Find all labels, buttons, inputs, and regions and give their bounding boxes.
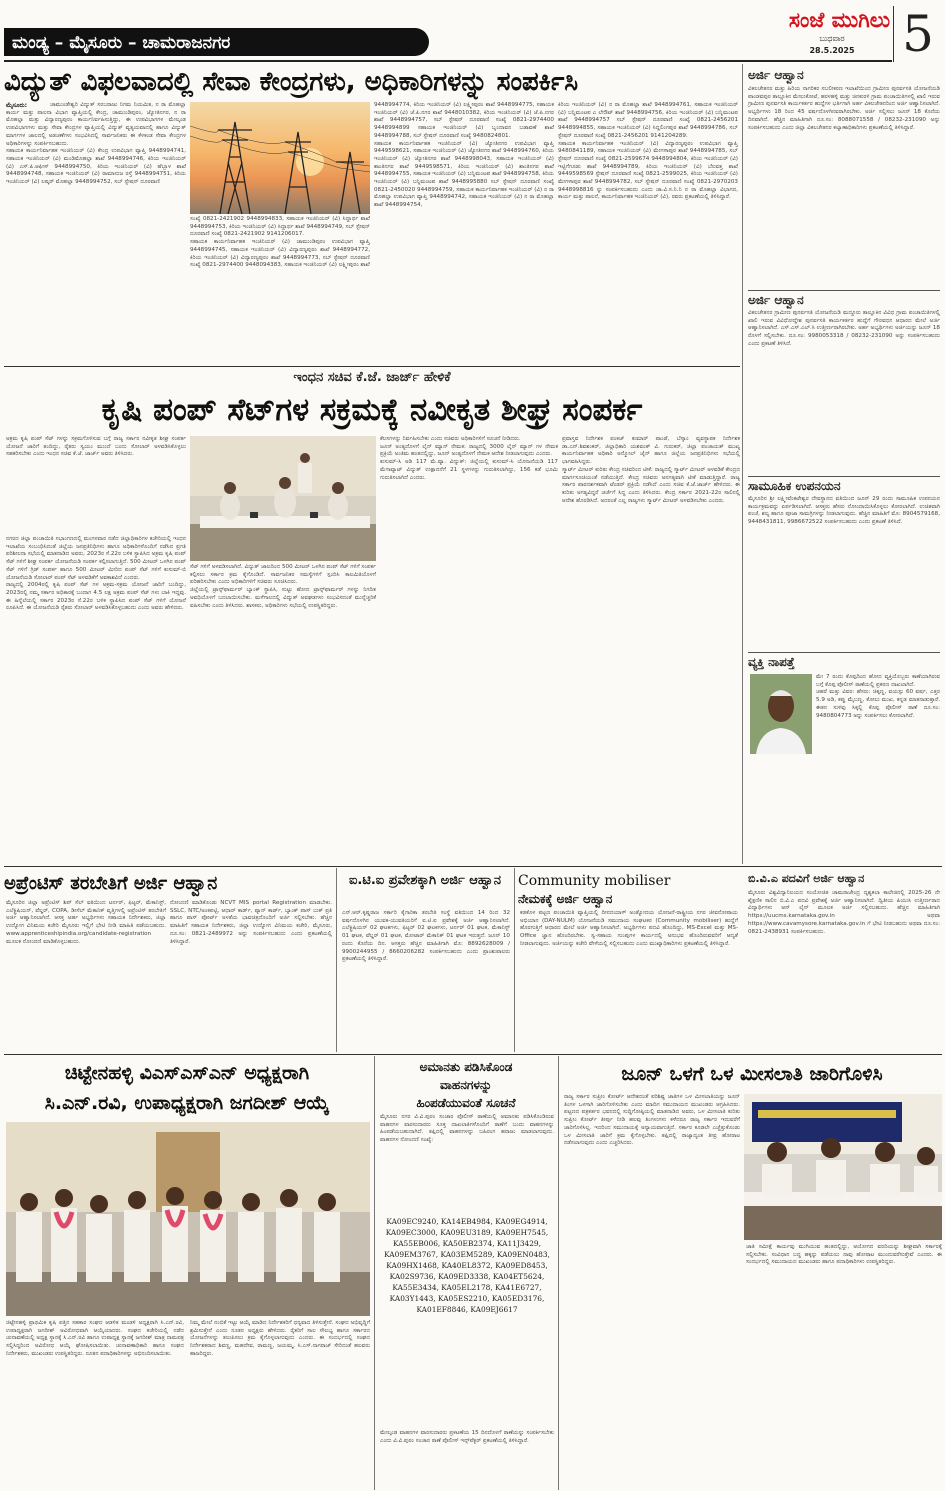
- divider-7-8: [558, 1056, 559, 1490]
- notice2-title: ಅರ್ಜಿ ಆಹ್ವಾನ: [748, 290, 940, 308]
- story2-text-b: ನಗರದ ಜಿಲ್ಲಾ ಪಂಚಾಯಿತಿ ಸಭಾಂಗಣದಲ್ಲಿ ಮಂಗಳವಾರ ನಡೆದ ಜಿಲ್ಲಾಧಿಕಾರಿಗಳ ಕಚೇರಿಯಲ್ಲಿ ಇಂಧನ ಇಲಾಖೆಯ ಸಂಬಂಧಿಸಿದಂತೆ ಜಿಲ್ಲೆಯ ಜನಪ್ರತಿನಿಧಿಗಳು ಹಾಗೂ ಅಧಿಕಾರಿಗಳೊಂದಿಗೆ ನಡೆಸಿದ ಪ್ರಗತಿ ಪರಿಶೀಲನಾ ಸಭೆಯಲ್ಲಿ ಮಾತನಾಡಿದ ಅವರು, 2023ರ ಸೆ.22ರ ಬಳಿಕ ಸ್ಥಾಪಿಸಿದ ಅಕ್ರಮ ಕೃಷಿ ಪಂಪ್ ಸೆಟ್ ಗಳಿಗೆ ಶೀಘ್ರ ಸಂಪರ್ಕ ಯೋಜನೆಯಡಿ ಸಂಪರ್ಕ ಕಲ್ಪಿಸಲಾಗುತ್ತಿದೆ. 500 ಮೀಟರ್ ಒಳಗಿನ ಪಂಪ್ ಸೆಟ್ ಗಳಿಗೆ ಗ್ರಿಡ್ ಸಂಪರ್ಕ ಹಾಗೂ 500 ಮೀಟರ್ ಮೀರಿದ ಪಂಪ್ ಸೆಟ್ ಗಳಿಗೆ ಕುಸುಮ್-ಬಿ ಯೋಜನೆಯಡಿ ಸೋಲಾರ್ ಪಂಪ್ ಸೆಟ್ ಅಳವಡಿಕೆಗೆ ಅವಕಾಶವಿದೆ ಎಂದರು. ರಾಜ್ಯದಲ್ಲಿ 2004ರಲ್ಲಿ ಕೃಷಿ ಪಂಪ್ ಸೆಟ್ ಗಳ ಅಕ್ರಮ-ಸಕ್ರಮ ಯೋಜನೆ ಜಾರಿಗೆ ಬಂದಿದ್ದು, 2023ರಲ್ಲಿ ನಮ್ಮ ಸರ್ಕಾರ ಅಧಿಕಾರಕ್ಕೆ ಬಂದಾಗ 4.5 ಲಕ್ಷ ಅಕ್ರಮ ಪಂಪ್ ಸೆಟ್ ಗಳು ಬಾಕಿ ಇದ್ದವು. ಈ ಹಿನ್ನೆಲೆಯಲ್ಲಿ ಸರ್ಕಾರ 2023ರ ಸೆ.22ರ ಬಳಿಕ ಸ್ಥಾಪಿಸಿದ ಪಂಪ್ ಸೆಟ್ ಗಳಿಗೆ ಯೋಜನೆ ರೂಪಿಸಿದೆ. ಈ ಯೋಜನೆಯಡಿ ರೈತರು ಸೋಲಾರ್ ಅಳವಡಿಸಿಕೊಳ್ಳಬಹುದು ಎಂದು ಅವರು ಹೇಳಿದರು.: [6, 536, 186, 612]
- story1-col3: 9448994774, ಕಿರಿಯ ಇಂಜಿನಿಯರ್ (ವಿ) ಲಕ್ಷ್ಮೀಪುರಂ ಶಾಖೆ 9448994775, ಸಹಾಯಕ ಇಂಜಿನಿಯರ್ (ವಿ) ಜೆ.ಪಿ.ನಗರ ಶಾಖೆ 9448010382, ಕಿರಿಯ ಇಂಜಿನಿಯರ್ (ವಿ) ಜೆ.ಪಿ.ನಗರ ಶಾಖೆ 9448994757, ಸಬ್ ಸ್ಟೇಷನ್ ದೂರವಾಣಿ ಸಂಖ್ಯೆ 0821-2974400 9448994899 ಸಹಾಯಕ ಇಂಜಿನಿಯರ್ (ವಿ) ಬೃಂದಾವನ ಬಡಾವಣೆ ಶಾಖೆ 9448994788, ಸಬ್ ಸ್ಟೇಷನ್ ದೂರವಾಣಿ ಸಂಖ್ಯೆ 9480824801. ಸಹಾಯಕ ಕಾರ್ಯನಿರ್ವಾಹಕ ಇಂಜಿನಿಯರ್ (ವಿ) ಜ್ಯೋತಿನಗರ ಉಪವಿಭಾಗ ವ್ಯಾಪ್ತಿ 9449598621, ಸಹಾಯಕ ಇಂಜಿನಿಯರ್ (ವಿ) ಜ್ಯೋತಿನಗರ ಶಾಖೆ 9448994760, ಕಿರಿಯ ಇಂಜಿನಿಯರ್ (ವಿ) ಜ್ಯೋತಿನಗರ ಶಾಖೆ 9448998043, ಸಹಾಯಕ ಇಂಜಿನಿಯರ್ (ವಿ) ಶಾಂತಿನಗರ ಶಾಖೆ 9449598571, ಕಿರಿಯ ಇಂಜಿನಿಯರ್ (ವಿ) ಶಾಂತಿನಗರ ಶಾಖೆ 9448994755, ಸಹಾಯಕ ಇಂಜಿನಿಯರ್ (ವಿ) ಬನ್ನಿಮಂಟಪ ಶಾಖೆ 9448994758, ಕಿರಿಯ ಇಂಜಿನಿಯರ್ (ವಿ) ಬನ್ನಿಮಂಟಪ ಶಾಖೆ 9448995880 ಸಬ್ ಸ್ಟೇಷನ್ ದೂರವಾಣಿ ಸಂಖ್ಯೆ 0821-2450020 9448994759, ಸಹಾಯಕ ಕಾರ್ಯನಿರ್ವಾಹಕ ಇಂಜಿನಿಯರ್ (ವಿ) ನ ರಾ ಮೊಹಲ್ಲಾ ಉಪವಿಭಾಗ ವ್ಯಾಪ್ತಿ 9448994742, ಸಹಾಯಕ ಇಂಜಿನಿಯರ್ (ವಿ) ನ ರಾ ಮೊಹಲ್ಲಾ ಶಾಖೆ 9448994754,: [374, 102, 554, 209]
- story7-headline-line2: ವಾಹನಗಳನ್ನು: [439, 1078, 493, 1092]
- story2-text-a: ಅಕ್ರಮ ಕೃಷಿ ಪಂಪ್ ಸೆಟ್ ಗಳನ್ನು ಸಕ್ರಮಗೊಳಿಸುವ ಬಗ್ಗೆ ರಾಜ್ಯ ಸರ್ಕಾರ ನವೀಕೃತ ಶೀಘ್ರ ಸಂಪರ್ಕ ಯೋಜನೆ ಜಾರಿಗೆ ತಂದಿದ್ದು, ರೈತರು ಸ್ವಯಂ ಮುಂದೆ ಬಂದು ಸೋಲಾರ್ ಅಳವಡಿಸಿಕೊಳ್ಳಲು ಸಹಕರಿಸಬೇಕು ಎಂದು ಇಂಧನ ಸಚಿವ ಕೆ.ಜೆ. ಜಾರ್ಜ್ ಅವರು ತಿಳಿಸಿದರು.: [6, 436, 188, 458]
- story2-kicker: ಇಂಧನ ಸಚಿವ ಕೆ.ಜೆ. ಜಾರ್ಜ್ ಹೇಳಿಕೆ: [293, 370, 451, 385]
- story1-col4: ಕಿರಿಯ ಇಂಜಿನಿಯರ್ (ವಿ) ನ ರಾ ಮೊಹಲ್ಲಾ ಶಾಖೆ 9448994761, ಸಹಾಯಕ ಇಂಜಿನಿಯರ್ (ವಿ) ಬನ್ನಿಮಂಟಪ ಎ ಲೇಔಟ್ ಶಾಖೆ 9448994756, ಕಿರಿಯ ಇಂಜಿನಿಯರ್ (ವಿ) ಬನ್ನಿಮಂಟಪ ಶಾಖೆ 9448994757 ಸಬ್ ಸ್ಟೇಷನ್ ದೂರವಾಣಿ ಸಂಖ್ಯೆ 0821-2456201 9448994855, ಸಹಾಯಕ ಇಂಜಿನಿಯರ್ (ವಿ) ಸಿದ್ದಲಿಂಗಪುರ ಶಾಖೆ 9448994786, ಸಬ್ ಸ್ಟೇಷನ್ ದೂರವಾಣಿ ಸಂಖ್ಯೆ 0821-2456201 9141204289. ಸಹಾಯಕ ಕಾರ್ಯನಿರ್ವಾಹಕ ಇಂಜಿನಿಯರ್ (ವಿ) ವಿದ್ಯಾರಣ್ಯಪುರಂ ಉಪವಿಭಾಗ ವ್ಯಾಪ್ತಿ 9480841189, ಸಹಾಯಕ ಇಂಜಿನಿಯರ್ (ವಿ) ಮೇಗಳಾಪುರ ಶಾಖೆ 9448994785, ಸಬ್ ಸ್ಟೇಷನ್ ದೂರವಾಣಿ ಸಂಖ್ಯೆ 0821-2599674 9448994804, ಕಿರಿಯ ಇಂಜಿನಿಯರ್ (ವಿ) ಇಟ್ಟಿಗೆಗೂಡು ಶಾಖೆ 9448994789, ಕಿರಿಯ ಇಂಜಿನಿಯರ್ (ವಿ) ಬೆಲವತ್ತ ಶಾಖೆ 9449598569 ಸ್ಟೇಷನ್ ದೂರವಾಣಿ ಸಂಖ್ಯೆ 0821-2599025, ಕಿರಿಯ ಇಂಜಿನಿಯರ್ (ವಿ) ಮೇಗಳಾಪುರ ಶಾಖೆ 9448994782, ಸಬ್ ಸ್ಟೇಷನ್ ದೂರವಾಣಿ ಸಂಖ್ಯೆ 0821-2970203 9448998816 ನ್ನು ಸಂಪರ್ಕಿಸಬಹುದು ಎಂದು ಚಾ.ವಿ.ಸ.ನಿ.ನಿ ನ ರಾ ಮೊಹಲ್ಲಾ ವಿಭಾಗದ, ಕಾರ್ಯ ಮತ್ತು ಪಾಲನೆ, ಕಾರ್ಯನಿರ್ವಾಹಕ ಇಂಜಿನಿಯರ್ (ವಿ), ರವರು ಪ್ರಕಟಣೆಯಲ್ಲಿ ತಿಳಿಸಿದ್ದಾರೆ.: [558, 102, 738, 201]
- meeting-photo: [190, 436, 376, 561]
- story4-headline: ಐ.ಟಿ.ಐ ಪ್ರವೇಶಕ್ಕಾಗಿ ಅರ್ಜಿ ಆಹ್ವಾನ: [349, 873, 501, 888]
- story1-col2: ಸಂಖ್ಯೆ 0821-2421902 9448994833, ಸಹಾಯಕ ಇಂಜಿನಿಯರ್ (ವಿ) ಸಿದ್ದಾರ್ಥ ಶಾಖೆ 9448994753, ಕಿರಿಯ ಇಂಜಿನಿಯರ್ (ವಿ) ಸಿದ್ದಾರ್ಥ ಶಾಖೆ 9448994749, ಸಬ್ ಸ್ಟೇಷನ್ ದೂರವಾಣಿ ಸಂಖ್ಯೆ 0821-2421902 9141206017. ಸಹಾಯಕ ಕಾರ್ಯನಿರ್ವಾಹಕ ಇಂಜಿನಿಯರ್ (ವಿ) ಚಾಮುಂಡಿಪುರಂ ಉಪವಿಭಾಗ ವ್ಯಾಪ್ತಿ 9448994745, ಸಹಾಯಕ ಇಂಜಿನಿಯರ್ (ವಿ) ವಿದ್ಯಾರಣ್ಯಪುರಂ ಶಾಖೆ 9448994772, ಕಿರಿಯ ಇಂಜಿನಿಯರ್ (ವಿ) ವಿದ್ಯಾರಣ್ಯಪುರಂ ಶಾಖೆ 9448994773, ಸಬ್ ಸ್ಟೇಷನ್ ದೂರವಾಣಿ ಸಂಖ್ಯೆ 0821-2974400 9448094383, ಸಹಾಯಕ ಇಂಜಿನಿಯರ್ (ವಿ) ಲಕ್ಷ್ಮೀಪುರಂ ಶಾಖೆ: [190, 216, 370, 269]
- story2-text-d: ಕೆಲಸಗಳನ್ನು ನಿರ್ವಹಿಸಬೇಕು ಎಂದು ಸಚಿವರು ಅಧಿಕಾರಿಗಳಿಗೆ ಸೂಚನೆ ನೀಡಿದರು. ಜೂನ್ ಅಂತ್ಯದೊಳಗೆ ಲೈನ್ ಮ್ಯಾನ್ ನೇಮಕ: ರಾಜ್ಯದಲ್ಲಿ 3000 ಲೈನ್ ಮ್ಯಾನ್ ಗಳ ನೇಮಕ ಪ್ರಕ್ರಿಯೆ ಅಂತಿಮ ಹಂತದಲ್ಲಿದ್ದು, ಜೂನ್ ಅಂತ್ಯದೊಳಗೆ ನೇಮಕ ಆದೇಶ ನೀಡಲಾಗುವುದು ಎಂದರು. ಕುಸುಮ್-ಸಿ ಅಡಿ 117 ಮೆ.ವ್ಯಾ. ವಿದ್ಯುತ್: ಜಿಲ್ಲೆಯಲ್ಲಿ ಕುಸುಮ್-ಸಿ ಯೋಜನೆಯಡಿ 117 ಮೆಗಾವ್ಯಾಟ್ ವಿದ್ಯುತ್ ಉತ್ಪಾದನೆಗೆ 21 ಸ್ಥಳಗಳನ್ನು ಗುರುತಿಸಲಾಗಿದ್ದು, 156 ಕಡೆ ಭೂಮಿ ಗುರುತಿಸಲಾಗಿದೆ ಎಂದರು.: [380, 436, 558, 481]
- row3-bottom-rule: [4, 1054, 942, 1055]
- notice4-title: ವ್ಯಕ್ತಿ ನಾಪತ್ತೆ: [748, 652, 940, 670]
- story3-headline: ಅಪ್ರೆಂಟಿಸ್ ತರಬೇತಿಗೆ ಅರ್ಜಿ ಆಹ್ವಾನ: [4, 873, 218, 894]
- story6-headline-line2: ಸಿ.ಎನ್.ರವಿ, ಉಪಾಧ್ಯಕ್ಷರಾಗಿ ಜಗದೀಶ್ ಆಯ್ಕೆ: [44, 1092, 330, 1114]
- transmission-tower-icon: [190, 102, 370, 214]
- story8-headline: ಜೂನ್ ಒಳಗೆ ಒಳ ಮೀಸಲಾತಿ ಜಾರಿಗೊಳಿಸಿ: [621, 1063, 883, 1085]
- story7-text2: ಮೇಲ್ಕಂಡ ವಾಹನಗಳ ವಾರಸುದಾರರು ಪ್ರಕಟಣೆಯ 15 ದಿನದೊಳಗೆ ಠಾಣೆಯನ್ನು ಸಂಪರ್ಕಿಸಬೇಕು ಎಂದು ವಿ.ವಿ.ಪುರಂ ಸಂಚಾರ ಠಾಣೆ ಪೊಲೀಸ್ ಇನ್ಸ್‌ಪೆಕ್ಟರ್ ಪ್ರಕಟಣೆಯಲ್ಲಿ ತಿಳಿಸಿದ್ದಾರೆ.: [380, 1430, 556, 1444]
- group-felicitation-photo: [6, 1122, 370, 1316]
- meeting-scene-icon: [190, 436, 376, 561]
- notice1-text: ವಿಕಲಚೇತನರ ಮತ್ತು ಹಿರಿಯ ನಾಗರಿಕರ ಸಬಲೀಕರಣ ಇಲಾಖೆಯಿಂದ ಗ್ರಾಮೀಣ ಪುನರ್ವಸತಿ ಯೋಜನೆಯಡಿ ಪಾಂಡವಪುರ ತಾಲ್ಲೂಕಿನ ಮೇಲುಕೋಟೆ, ಹರಳಹಳ್ಳಿ ಮತ್ತು ಚಿನಕುರಳಿ ಗ್ರಾಮ ಪಂಚಾಯಿತಿಗಳಲ್ಲಿ ಖಾಲಿ ಇರುವ ಗ್ರಾಮೀಣ ಪುನರ್ವಸತಿ ಕಾರ್ಯಕರ್ತರ ಹುದ್ದೆಗಳ ಭರ್ತಿಗಾಗಿ ಅರ್ಹ ವಿಕಲಚೇತನರಿಂದ ಅರ್ಜಿ ಆಹ್ವಾನಿಸಲಾಗಿದೆ. ಅಭ್ಯರ್ಥಿಗಳು 18 ರಿಂದ 45 ವರ್ಷದೊಳಗಿನವರಾಗಿರಬೇಕು. ಅರ್ಜಿ ಸಲ್ಲಿಸಲು ಜೂನ್ 18 ಕೊನೆಯ ದಿನವಾಗಿದೆ. ಹೆಚ್ಚಿನ ಮಾಹಿತಿಗಾಗಿ ದೂ.ಸಂ: 8088071558 / 08232-231090 ಅನ್ನು ಸಂಪರ್ಕಿಸಬಹುದು ಎಂದು ಜಿಲ್ಲಾ ವಿಕಲಚೇತನರ ಕಲ್ಯಾಣಾಧಿಕಾರಿಗಳು ಪ್ರಕಟಣೆಯಲ್ಲಿ ತಿಳಿಸಿದ್ದಾರೆ.: [748, 86, 942, 131]
- notice5-title: ಬಿ.ವಿ.ಎ ಪದವಿಗೆ ಅರ್ಜಿ ಆಹ್ವಾನ: [748, 872, 865, 885]
- divider-3-4: [336, 868, 337, 1052]
- story7-headline-line1: ಅಮಾನತು ಪಡಿಸಿಕೊಂಡ: [419, 1060, 513, 1074]
- notice5-text: ಮೈಸೂರು ವಿಶ್ವವಿದ್ಯಾನಿಲಯದ ಸಂಯೋಜಿತ ಚಾಮರಾಜೇಂದ್ರ ದೃಶ್ಯಕಲಾ ಕಾಲೇಜಿನಲ್ಲಿ 2025-26 ನೇ ಶೈಕ್ಷಣಿಕ ಸಾಲಿನ ಬಿ.ವಿ.ಎ ಪದವಿ ಪ್ರವೇಶಕ್ಕೆ ಅರ್ಜಿ ಆಹ್ವಾನಿಸಲಾಗಿದೆ. ದ್ವಿತೀಯ ಪಿಯುಸಿ ಉತ್ತೀರ್ಣರಾದ ವಿದ್ಯಾರ್ಥಿಗಳು ಆನ್ ಲೈನ್ ಮೂಲಕ ಅರ್ಜಿ ಸಲ್ಲಿಸಬಹುದು. ಹೆಚ್ಚಿನ ಮಾಹಿತಿಗಾಗಿ https://uucms.karnataka.gov.in ಅಥವಾ https://www.cavamysore.karnataka.gov.in ಗೆ ಭೇಟಿ ನೀಡಬಹುದು ಅಥವಾ ದೂ.ಸಂ: 0821-2438931 ಸಂಪರ್ಕಿಸಬಹುದು.: [748, 890, 942, 935]
- story5-headline-en: Community mobiliser: [518, 873, 671, 889]
- masthead-divider: [893, 6, 894, 62]
- masthead-rule: [4, 60, 892, 62]
- story1-dateline: ಮೈಸೂರು:: [6, 102, 28, 109]
- divider-4-5: [514, 868, 515, 1052]
- story5-text: ಕಡಕೊಳ ಪಟ್ಟಣ ಪಂಚಾಯಿತಿ ವ್ಯಾಪ್ತಿಯಲ್ಲಿ ದೀನದಯಾಳ್ ಅಂತ್ಯೋದಯ ಯೋಜನೆ-ರಾಷ್ಟ್ರೀಯ ನಗರ ಜೀವನೋಪಾಯ ಅಭಿಯಾನ (DAY-NULM) ಯೋಜನೆಯಡಿ ಸಮುದಾಯ ಸಂಘಟಕರ (Community mobiliser) ಹುದ್ದೆಗೆ ಹೊರಗುತ್ತಿಗೆ ಆಧಾರದ ಮೇಲೆ ಅರ್ಜಿ ಆಹ್ವಾನಿಸಲಾಗಿದೆ. ಅಭ್ಯರ್ಥಿಗಳು ಪದವಿ ಹೊಂದಿದ್ದು, MS-Excel ಮತ್ತು MS-Office ಜ್ಞಾನ ಹೊಂದಿರಬೇಕು. ಸ್ವ-ಸಹಾಯ ಗುಂಪುಗಳ ಕಾರ್ಯದಲ್ಲಿ ಅನುಭವ ಹೊಂದಿರುವವರಿಗೆ ಆದ್ಯತೆ ನೀಡಲಾಗುವುದು. ಅರ್ಜಿಯನ್ನು ಕಚೇರಿ ವೇಳೆಯಲ್ಲಿ ಸಲ್ಲಿಸಬಹುದು ಎಂದು ಮುಖ್ಯಾಧಿಕಾರಿಗಳು ಪ್ರಕಟಣೆಯಲ್ಲಿ ತಿಳಿಸಿದ್ದಾರೆ.: [520, 910, 740, 947]
- story8-text: ರಾಜ್ಯ ಸರ್ಕಾರ ಸುಪ್ರೀಂ ಕೋರ್ಟ್ ಆದೇಶದಂತೆ ಪರಿಶಿಷ್ಟ ಜಾತಿಗಳ ಒಳ ಮೀಸಲಾತಿಯನ್ನು ಜೂನ್ ತಿಂಗಳ ಒಳಗಾಗಿ ಜಾರಿಗೊಳಿಸಬೇಕು ಎಂದು ಮಾದಿಗ ಸಮುದಾಯದ ಮುಖಂಡರು ಆಗ್ರಹಿಸಿದರು. ಪಟ್ಟಣದ ಪತ್ರಕರ್ತರ ಭವನದಲ್ಲಿ ಸುದ್ದಿಗೋಷ್ಠಿಯಲ್ಲಿ ಮಾತನಾಡಿದ ಅವರು, ಒಳ ಮೀಸಲಾತಿ ಕುರಿತು ಸುಪ್ರೀಂ ಕೋರ್ಟ್ ತೀರ್ಪು ನೀಡಿ ಹಲವು ತಿಂಗಳುಗಳು ಕಳೆದರೂ ರಾಜ್ಯ ಸರ್ಕಾರ ಇದುವರೆಗೆ ಜಾರಿಗೊಳಿಸಿಲ್ಲ. ಇದರಿಂದ ಸಮುದಾಯಕ್ಕೆ ಅನ್ಯಾಯವಾಗುತ್ತಿದೆ. ಸರ್ಕಾರ ಕೂಡಲೇ ಎಚ್ಚೆತ್ತುಕೊಂಡು ಒಳ ಮೀಸಲಾತಿ ಜಾರಿಗೆ ಕ್ರಮ ಕೈಗೊಳ್ಳಬೇಕು. ತಪ್ಪಿದಲ್ಲಿ ರಾಜ್ಯಾದ್ಯಂತ ತೀವ್ರ ಹೋರಾಟ ನಡೆಸಲಾಗುವುದು ಎಂದು ಎಚ್ಚರಿಸಿದರು.: [564, 1094, 742, 1147]
- divider-6-7: [374, 1056, 375, 1490]
- story3-text2: ನೋಂದಣಿ ಮಾಡಿಕೊಂಡು NCVT MIS portal Registration ಮಾಡಬೇಕು. SSLC, NTC/ಅಂಕಪಟ್ಟಿ, ಆಧಾರ್ ಕಾರ್ಡ್, ಪ್ಯಾನ್ ಕಾರ್ಡ್, ಬ್ಯಾಂಕ್ ಪಾಸ್ ಬುಕ್ ಪ್ರತಿ ಹಾಗೂ ಪಾಸ್ ಪೋರ್ಟ್ ಅಳತೆಯ ಭಾವಚಿತ್ರದೊಂದಿಗೆ ಅರ್ಜಿ ಸಲ್ಲಿಸಬೇಕು. ಹೆಚ್ಚಿನ ಮಾಹಿತಿಗೆ ಸಹಾಯಕ ನಿರ್ದೇಶಕರು, ಜಿಲ್ಲಾ ಉದ್ಯೋಗ ವಿನಿಮಯ ಕಚೇರಿ, ಮೈಸೂರು, ದೂ.ಸಂ: 0821-2489972 ಅನ್ನು ಸಂಪರ್ಕಿಸಬಹುದು ಎಂದು ಪ್ರಕಟಣೆಯಲ್ಲಿ ತಿಳಿಸಿದ್ದಾರೆ.: [170, 900, 334, 945]
- section-title: ಮಂಡ್ಯ – ಮೈಸೂರು – ಚಾಮರಾಜನಗರ: [12, 33, 231, 53]
- story6-headline-line1: ಚಿಟ್ಟೇನಹಳ್ಳಿ ವಿಎಸ್‌ಎಸ್‌ಎನ್ ಅಧ್ಯಕ್ಷರಾಗಿ: [64, 1062, 310, 1084]
- story2-text-e: ಪ್ರವಾಸ್ತವ ನಿರ್ದೇಶಕ ಪಂಕಜ್ ಕುಮಾರ್ ಪಾಂಡೆ, ಬೆಸ್ಕಾಂ ವ್ಯವಸ್ಥಾಪಕ ನಿರ್ದೇಶಕ ಡಾ.ಎನ್.ಶಿವಶಂಕರ್, ಜಿಲ್ಲಾಧಿಕಾರಿ ಯಶವಂತ್ ವಿ. ಗುರುಕರ್, ಜಿಲ್ಲಾ ಪಂಚಾಯತ್ ಮುಖ್ಯ ಕಾರ್ಯನಿರ್ವಾಹಕ ಅಧಿಕಾರಿ ಅನ್ಮೋಲ್ ಜೈನ್ ಹಾಗೂ ಜಿಲ್ಲೆಯ ಜನಪ್ರತಿನಿಧಿಗಳು ಸಭೆಯಲ್ಲಿ ಭಾಗವಹಿಸಿದ್ದರು. ಸ್ಮಾರ್ಟ್ ಮೀಟರ್ ಕುರಿತು ಕೇಂದ್ರ ಸಚಿವರಿಂದ ಟೀಕೆ: ರಾಜ್ಯದಲ್ಲಿ ಸ್ಮಾರ್ಟ್ ಮೀಟರ್ ಅಳವಡಿಕೆ ಕೇಂದ್ರದ ಮಾರ್ಗಸೂಚಿಯಂತೆ ನಡೆಯುತ್ತಿದೆ. ಕೇಂದ್ರ ಸಚಿವರು ಅನಗತ್ಯವಾಗಿ ಟೀಕೆ ಮಾಡುತ್ತಿದ್ದಾರೆ. ರಾಜ್ಯ ಸರ್ಕಾರ ಪಾರದರ್ಶಕವಾಗಿ ಟೆಂಡರ್ ಪ್ರಕ್ರಿಯೆ ನಡೆಸಿದೆ ಎಂದು ಸಚಿವ ಕೆ.ಜೆ.ಜಾರ್ಜ್ ಹೇಳಿದರು. ಈ ಕುರಿತು ಅಗತ್ಯವಿದ್ದರೆ ಚರ್ಚೆಗೆ ಸಿದ್ಧ ಎಂದು ತಿಳಿಸಿದರು. ಕೇಂದ್ರ ಸರ್ಕಾರ 2021-22ರ ಸಾಲಿನಲ್ಲಿ ಆದೇಶ ಹೊರಡಿಸಿದೆ. ಅದರಂತೆ ಎಲ್ಲ ರಾಜ್ಯಗಳು ಸ್ಮಾರ್ಟ್ ಮೀಟರ್ ಅಳವಡಿಸಬೇಕು ಎಂದರು.: [562, 436, 740, 504]
- paper-logo: ಸಂಜೆ ಮುಗಿಲು: [788, 8, 890, 32]
- story8-text2: ಜಾತಿ ಸಮೀಕ್ಷೆ ಕಾರ್ಯವು ಮುಗಿಯುವ ಹಂತದಲ್ಲಿದ್ದು, ಆಯೋಗದ ವರದಿಯನ್ನು ಶೀಘ್ರವಾಗಿ ಸರ್ಕಾರಕ್ಕೆ ಸಲ್ಲಿಸಬೇಕು. ಸಂವಿಧಾನ ಬದ್ಧ ಹಕ್ಕನ್ನು ಪಡೆಯಲು ನಾವು ಹೋರಾಟ ಮುಂದುವರೆಸುತ್ತೇವೆ ಎಂದರು. ಈ ಸಂದರ್ಭದಲ್ಲಿ ಸಮುದಾಯದ ಮುಖಂಡರು ಹಾಗೂ ಪದಾಧಿಕಾರಿಗಳು ಉಪಸ್ಥಿತರಿದ್ದರು.: [746, 1244, 944, 1266]
- notice1-title: ಅರ್ಜಿ ಆಹ್ವಾನ: [748, 68, 804, 82]
- story1-col1: ಚಾಮುಂಡೇಶ್ವರಿ ವಿದ್ಯುತ್ ಸರಬರಾಜು ನಿಗಮ ನಿಯಮಿತ, ನ ರಾ ಮೊಹಲ್ಲಾ ಕಾರ್ಯ ಮತ್ತು ಪಾಲನಾ ವಿಭಾಗ ವ್ಯಾಪ್ತಿಯಲ್ಲಿ ಕೇಂದ್ರ, ಚಾಮುಂಡಿಪುರಂ, ಜ್ಯೋತಿನಗರ, ನ ರಾ ಮೊಹಲ್ಲಾ ಮತ್ತು ವಿದ್ಯಾರಣ್ಯಪುರಂ ಕಾರ್ಯನಿರ್ವಹಿಸುತ್ತಿದ್ದು, ಈ ಉಪವಿಭಾಗಗಳ ಮೇಲ್ಕಂಡ ಉಪವಿಭಾಗಗಳು ಮತ್ತು ಸೇವಾ ಕೇಂದ್ರಗಳ ವ್ಯಾಪ್ತಿಯಲ್ಲಿ ವಿದ್ಯುತ್ ವ್ಯತ್ಯಯವಾದಲ್ಲಿ ಹಾಗೂ ವಿದ್ಯುತ್ ಮಾರ್ಗಗಳ ಜಾಲದಲ್ಲಿ ಅಡಚಣೆಗಳು ಸಂಭವಿಸಿದಲ್ಲಿ ಸಾರ್ವಜನಿಕರು ಈ ಕೆಳಕಂಡ ಸೇವಾ ಕೇಂದ್ರಗಳ ಅಧಿಕಾರಿಗಳನ್ನು ಸಂಪರ್ಕಿಸಬಹುದು. ಸಹಾಯಕ ಕಾರ್ಯನಿರ್ವಾಹಕ ಇಂಜಿನಿಯರ್ (ವಿ) ಕೇಂದ್ರ ಉಪವಿಭಾಗ ವ್ಯಾಪ್ತಿ 9448994741, ಸಹಾಯಕ ಇಂಜಿನಿಯರ್ (ವಿ) ಮಂಡಿಮೊಹಲ್ಲಾ ಶಾಖೆ 9448994746, ಕಿರಿಯ ಇಂಜಿನಿಯರ್ (ವಿ) ಎಸ್.ಪಿ.ಆಫೀಸ್ 9448994750, ಕಿರಿಯ ಇಂಜಿನಿಯರ್ (ವಿ) ಹೆಬ್ಬಾಳ ಶಾಖೆ 9448994748, ಸಹಾಯಕ ಇಂಜಿನಿಯರ್ (ವಿ) ರಾಮಾನುಜ ರಸ್ತೆ 9448994751, ಕಿರಿಯ ಇಂಜಿನಿಯರ್ (ವಿ) ಲಷ್ಕರ್ ಮೊಹಲ್ಲಾ 9448994752, ಸಬ್ ಸ್ಟೇಷನ್ ದೂರವಾಣಿ: [6, 102, 186, 186]
- story7-headline-line3: ಹಿಂಪಡೆಯುವಂತೆ ಸೂಚನೆ: [416, 1096, 516, 1110]
- notice3-title: ಸಾಮೂಹಿಕ ಉಪನಯನ: [748, 476, 940, 494]
- story7-plates: KA09EC9240, KA14EB4984, KA09EG4914, KA09EC3000, KA09EU3189, KA09EH7545, KA55EB006, KA50EB2374, KA11J3429, KA09EM3767, KA03EM5289, KA09EN0483, KA09HX1468, KA40EL8372, KA09ED8453, KA02S9736, KA09ED3338, KA04ET5624, KA55E3434, KA05EL2178, KA41E6727, KA03Y1443, KA05ES2210, KA05ED3176, KA01EF8846, KA09EJ6617: [384, 1217, 550, 1314]
- story5-headline-kn: ನೇಮಕಕ್ಕೆ ಅರ್ಜಿ ಆಹ್ವಾನ: [518, 892, 613, 906]
- notice2-text: ವಿಕಲಚೇತನರ ಗ್ರಾಮೀಣ ಪುನರ್ವಸತಿ ಯೋಜನೆಯಡಿ ಮದ್ದೂರು ತಾಲ್ಲೂಕಿನ ವಿವಿಧ ಗ್ರಾಮ ಪಂಚಾಯಿತಿಗಳಲ್ಲಿ ಖಾಲಿ ಇರುವ ವಿವಿಧೋದ್ದೇಶ ಪುನರ್ವಸತಿ ಕಾರ್ಯಕರ್ತರ ಹುದ್ದೆಗೆ ಗೌರವಧನ ಆಧಾರದ ಮೇಲೆ ಅರ್ಜಿ ಆಹ್ವಾನಿಸಲಾಗಿದೆ. ಎಸ್.ಎಸ್.ಎಲ್.ಸಿ ಉತ್ತೀರ್ಣರಾಗಿರಬೇಕು. ಅರ್ಹ ಅಭ್ಯರ್ಥಿಗಳು ಅರ್ಜಿಯನ್ನು ಜೂನ್ 18 ರೊಳಗೆ ಸಲ್ಲಿಸಬೇಕು. ದೂ.ಸಂ: 9980053318 / 08232-231090 ಅನ್ನು ಸಂಪರ್ಕಿಸಬಹುದು ಎಂದು ಪ್ರಕಟಣೆ ತಿಳಿಸಿದೆ.: [748, 310, 942, 347]
- page-number: 5: [902, 5, 934, 63]
- story7-text: ಮೈಸೂರು ನಗರ ವಿ.ವಿ.ಪುರಂ ಸಂಚಾರ ಪೊಲೀಸ್ ಠಾಣೆಯಲ್ಲಿ ಅಮಾನತು ಪಡಿಸಿಕೊಂಡಿರುವ ವಾಹನಗಳ ವಾರಸುದಾರರು ಸೂಕ್ತ ದಾಖಲಾತಿಗಳೊಂದಿಗೆ ಠಾಣೆಗೆ ಬಂದು ವಾಹನಗಳನ್ನು ಹಿಂಪಡೆಯಬಹುದಾಗಿದೆ. ತಪ್ಪಿದಲ್ಲಿ ವಾಹನಗಳನ್ನು ಬಹಿರಂಗ ಹರಾಜು ಮಾಡಲಾಗುವುದು. ವಾಹನಗಳ ನೋಂದಣಿ ಸಂಖ್ಯೆ:: [380, 1114, 556, 1144]
- story6-text: ಚಿಟ್ಟೇನಹಳ್ಳಿ ಪ್ರಾಥಮಿಕ ಕೃಷಿ ಪತ್ತಿನ ಸಹಕಾರ ಸಂಘದ ಆಡಳಿತ ಮಂಡಳಿ ಅಧ್ಯಕ್ಷರಾಗಿ ಸಿ.ಎನ್.ರವಿ, ಉಪಾಧ್ಯಕ್ಷರಾಗಿ ಜಗದೀಶ್ ಅವಿರೋಧವಾಗಿ ಆಯ್ಕೆಯಾದರು. ಸಂಘದ ಕಚೇರಿಯಲ್ಲಿ ನಡೆದ ಚುನಾವಣೆಯಲ್ಲಿ ಅಧ್ಯಕ್ಷ ಸ್ಥಾನಕ್ಕೆ ಸಿ.ಎನ್.ರವಿ ಹಾಗೂ ಉಪಾಧ್ಯಕ್ಷ ಸ್ಥಾನಕ್ಕೆ ಜಗದೀಶ್ ಮಾತ್ರ ನಾಮಪತ್ರ ಸಲ್ಲಿಸಿದ್ದರಿಂದ ಅವಿರೋಧ ಆಯ್ಕೆ ಘೋಷಿಸಲಾಯಿತು. ಚುನಾವಣಾಧಿಕಾರಿ ಹಾಗೂ ಸಂಘದ ನಿರ್ದೇಶಕರು, ಮುಖಂಡರು ಉಪಸ್ಥಿತರಿದ್ದರು. ನೂತನ ಪದಾಧಿಕಾರಿಗಳನ್ನು ಅಭಿನಂದಿಸಲಾಯಿತು.: [6, 1320, 186, 1357]
- press-meet-scene-icon: [744, 1094, 942, 1240]
- power-tower-photo: [190, 102, 370, 214]
- press-meet-photo: [744, 1094, 942, 1240]
- notice3-text: ಮೈಸೂರಿನ ಶ್ರೀ ಲಕ್ಷ್ಮೀವೆಂಕಟೇಶ್ವರ ದೇವಸ್ಥಾನದ ವತಿಯಿಂದ ಜೂನ್ 29 ರಂದು ಸಾಮೂಹಿಕ ಉಪನಯನ ಕಾರ್ಯಕ್ರಮವನ್ನು ಏರ್ಪಡಿಸಲಾಗಿದೆ. ಆಸಕ್ತರು ಹೆಸರು ನೋಂದಾಯಿಸಿಕೊಳ್ಳಲು ಕೋರಲಾಗಿದೆ. ಉಚಿತವಾಗಿ ಪಂಚೆ, ಶಲ್ಯ ಹಾಗೂ ಪೂಜಾ ಸಾಮಗ್ರಿಗಳನ್ನು ನೀಡಲಾಗುವುದು. ಹೆಚ್ಚಿನ ಮಾಹಿತಿಗೆ ಮೊ: 8904579168, 9448431811, 9986672522 ಸಂಪರ್ಕಿಸಬಹುದು ಎಂದು ಪ್ರಕಟಣೆ ತಿಳಿಸಿದೆ.: [748, 496, 942, 526]
- story3-text: ಮೈಸೂರಿನ ಜಿಲ್ಲಾ ಅಪ್ರೆಂಟಿಸ್ ಶಿಪ್ ಸೆಲ್ ವತಿಯಿಂದ ಟರ್ನರ್, ಫಿಟ್ಟರ್, ಮೆಕಾನಿಸ್ಟ್, ಎಲೆಕ್ಟ್ರಿಷಿಯನ್, ವೆಲ್ಡರ್, COPA, ಡೀಸೆಲ್ ಮೆಕಾನಿಕ್ ವೃತ್ತಿಗಳಲ್ಲಿ ಅಪ್ರೆಂಟಿಸ್ ತರಬೇತಿಗೆ ಅರ್ಜಿ ಆಹ್ವಾನಿಸಲಾಗಿದೆ. ಆಸಕ್ತ ಅರ್ಹ ಅಭ್ಯರ್ಥಿಗಳು ಸಹಾಯಕ ನಿರ್ದೇಶಕರು, ಜಿಲ್ಲಾ ಉದ್ಯೋಗ ವಿನಿಮಯ ಕಚೇರಿ ಮೈಸೂರು ಇಲ್ಲಿಗೆ ಭೇಟಿ ನೀಡಿ ಮಾಹಿತಿ ಪಡೆಯಬಹುದು. www.apprenticeshipindia.org/candidate-registration ಮೂಲಕ ನೋಂದಣಿ ಮಾಡಿಕೊಳ್ಳಬಹುದು.: [6, 900, 168, 945]
- logo-date: 28.5.2025: [809, 46, 855, 55]
- notice4-text: ಮೇ 7 ರಂದು ಕೊಪ್ಪದಿಂದ ಹೋದ ವ್ಯಕ್ತಿಯೊಬ್ಬರು ಕಾಣೆಯಾಗಿರುವ ಬಗ್ಗೆ ಕೊಪ್ಪ ಪೊಲೀಸ್ ಠಾಣೆಯಲ್ಲಿ ಪ್ರಕರಣ ದಾಖಲಾಗಿದೆ. ಚಹರೆ ಮತ್ತು ವಿವರ: ಹೆಸರು: ಚಿಕ್ಕಣ್ಣ, ವಯಸ್ಸು 60 ವರ್ಷ, ಎತ್ತರ 5.9 ಅಡಿ, ಕಪ್ಪು ಮೈಬಣ್ಣ, ಕೋಲು ಮುಖ, ಕನ್ನಡ ಮಾತನಾಡುತ್ತಾರೆ. ಈತನ ಸುಳಿವು ಸಿಕ್ಕಲ್ಲಿ ಕೊಪ್ಪ ಪೊಲೀಸ್ ಠಾಣೆ ದೂ.ಸಂ: 9480804773 ಅನ್ನು ಸಂಪರ್ಕಿಸಲು ಕೋರಲಾಗಿದೆ.: [816, 674, 940, 719]
- story2-headline: ಕೃಷಿ ಪಂಪ್ ಸೆಟ್‌ಗಳ ಸಕ್ರಮಕ್ಕೆ ನವೀಕೃತ ಶೀಘ್ರ ಸಂಪರ್ಕ: [101, 392, 643, 428]
- missing-person-photo: [750, 674, 812, 754]
- person-portrait-icon: [750, 674, 812, 754]
- story2-text-c: ಸೆಟ್ ಗಳಿಗೆ ಅಳವಡಿಸಲಾಗಿದೆ. ವಿದ್ಯುತ್ ಜಾಲದಿಂದ 500 ಮೀಟರ್ ಒಳಗಿನ ಪಂಪ್ ಸೆಟ್ ಗಳಿಗೆ ಸಂಪರ್ಕ ಕಲ್ಪಿಸಲು ಸರ್ಕಾರ ಕ್ರಮ ಕೈಗೊಂಡಿದೆ. ಸಾರ್ವಜನಿಕರ ಸಮಸ್ಯೆಗಳಿಗೆ ಸ್ಪಂದಿಸಿ ಕಾಲಮಿತಿಯೊಳಗೆ ಪರಿಹರಿಸಬೇಕು ಎಂದು ಅಧಿಕಾರಿಗಳಿಗೆ ಸಚಿವರು ಸೂಚಿಸಿದರು. ಜಿಲ್ಲೆಯಲ್ಲಿ ಟ್ರಾನ್ಸ್‌ಫಾರ್ಮರ್ ಬ್ಯಾಂಕ್ ಸ್ಥಾಪಿಸಿ, ಸುಟ್ಟು ಹೋದ ಟ್ರಾನ್ಸ್‌ಫಾರ್ಮರ್ ಗಳನ್ನು ನಿಗದಿತ ಅವಧಿಯೊಳಗೆ ಬದಲಾಯಿಸಬೇಕು. ಮಳೆಗಾಲದಲ್ಲಿ ವಿದ್ಯುತ್ ಅವಘಡಗಳು ಸಂಭವಿಸದಂತೆ ಮುನ್ನೆಚ್ಚರಿಕೆ ವಹಿಸಬೇಕು ಎಂದು ತಿಳಿಸಿದರು. ಶಾಸಕರು, ಅಧಿಕಾರಿಗಳು ಸಭೆಯಲ್ಲಿ ಉಪಸ್ಥಿತರಿದ್ದರು.: [190, 564, 377, 609]
- story6-text2: ನಿಮ್ಮ ಮೇಲೆ ನಂಬಿಕೆ ಇಟ್ಟು ಆಯ್ಕೆ ಮಾಡಿದ ನಿರ್ದೇಶಕರಿಗೆ ಧನ್ಯವಾದ ತಿಳಿಸುತ್ತೇನೆ. ಸಂಘದ ಅಭಿವೃದ್ಧಿಗೆ ಶ್ರಮಿಸುತ್ತೇನೆ ಎಂದು ನೂತನ ಅಧ್ಯಕ್ಷರು ಹೇಳಿದರು. ರೈತರಿಗೆ ಸಾಲ ಸೌಲಭ್ಯ ಹಾಗೂ ಸರ್ಕಾರದ ಯೋಜನೆಗಳನ್ನು ತಲುಪಿಸಲು ಕ್ರಮ ಕೈಗೊಳ್ಳಲಾಗುವುದು ಎಂದರು. ಈ ಸಂದರ್ಭದಲ್ಲಿ ಸಂಘದ ನಿರ್ದೇಶಕರಾದ ಶಿವಣ್ಣ, ಮಹದೇವ, ರಾಮಣ್ಣ, ಜಯಮ್ಮ, ಸಿ.ಎಸ್.ನಾಗರಾಜ್ ಸೇರಿದಂತೆ ಹಲವರು ಹಾಜರಿದ್ದರು.: [190, 1320, 372, 1357]
- story4-text: ಎನ್.ಆರ್.ಕೃಷ್ಣರಾಜ ಸರ್ಕಾರಿ ಕೈಗಾರಿಕಾ ತರಬೇತಿ ಸಂಸ್ಥೆ ವತಿಯಿಂದ 14 ರಿಂದ 32 ವರ್ಷದೊಳಗಿನ ಯುವಕ-ಯುವತಿಯರಿಗೆ ಐ.ಟಿ.ಐ ಪ್ರವೇಶಕ್ಕೆ ಅರ್ಜಿ ಆಹ್ವಾನಿಸಲಾಗಿದೆ. ಎಲೆಕ್ಟ್ರಿಷಿಯನ್ 02 ಘಟಕಗಳು, ಫಿಟ್ಟರ್ 02 ಘಟಕಗಳು, ಟರ್ನರ್ 01 ಘಟಕ, ಮೆಕಾನಿಸ್ಟ್ 01 ಘಟಕ, ವೆಲ್ಡರ್ 01 ಘಟಕ, ಮೋಟಾರ್ ಮೆಕಾನಿಕ್ 01 ಘಟಕ ಇರುತ್ತದೆ. ಜೂನ್ 10 ರಂದು ಕೊನೆಯ ದಿನ. ಆಸಕ್ತರು ಹೆಚ್ಚಿನ ಮಾಹಿತಿಗಾಗಿ ಮೊ: 8892628009 / 9900244955 / 8660206282 ಸಂಪರ್ಕಿಸಬಹುದು ಎಂದು ಪ್ರಾಂಶುಪಾಲರು ಪ್ರಕಟಣೆಯಲ್ಲಿ ತಿಳಿಸಿದ್ದಾರೆ.: [342, 910, 512, 963]
- story1-bottom-rule: [4, 366, 740, 367]
- story1-headline: ವಿದ್ಯುತ್ ವಿಫಲವಾದಲ್ಲಿ ಸೇವಾ ಕೇಂದ್ರಗಳು, ಅಧಿಕಾರಿಗಳನ್ನು ಸಂಪರ್ಕಿಸಿ: [4, 67, 579, 97]
- logo-day: ಬುಧವಾರ: [819, 34, 845, 43]
- right-column-divider: [742, 64, 743, 864]
- story2-bottom-rule: [4, 866, 942, 867]
- group-people-icon: [6, 1122, 370, 1316]
